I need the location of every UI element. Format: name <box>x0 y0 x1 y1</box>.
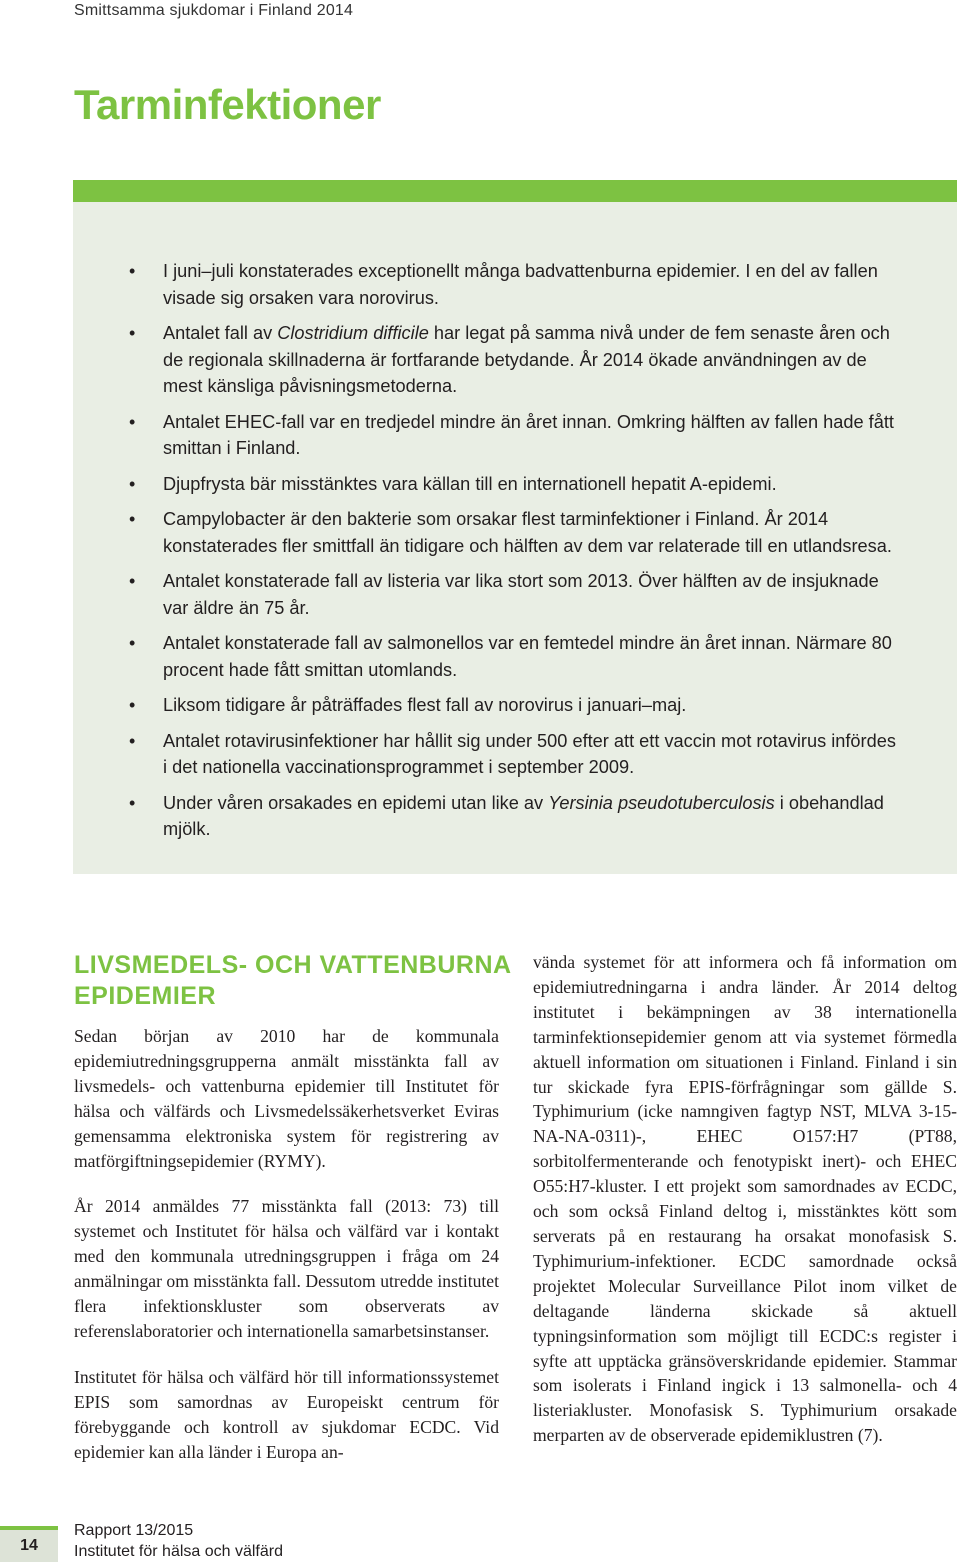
body-paragraph: År 2014 anmäldes 77 misstänkta fall (2013: 73) till systemet och Institutet för hälsa och välfärd var i kontakt med den kommunala utredningsgruppen i fråga om 24 anmälningar om misstänkta fall. Dessutom utredde institutet flera infektionskluster som observerats av referenslaboratorier och internationella samarbetsinstanser. <box>74 1196 499 1341</box>
page-title: Tarminfektioner <box>74 81 381 128</box>
list-item: • Antalet konstaterade fall av listeria var lika stort som 2013. Över hälften av de insjuknade var äldre än 75 år. <box>73 568 903 621</box>
page-number: 14 <box>0 1526 58 1562</box>
key-findings-box <box>73 180 957 874</box>
bullet-icon: • <box>129 509 136 529</box>
footer-report: Rapport 13/2015 <box>74 1522 194 1539</box>
body-paragraph: vända systemet för att informera och få information om epidemiutredningarna i andra länder. År 2014 deltog institutet i bekämpningen av 38 internationella tarminfektionsepidemier genom att via systemet förmedla aktuell information om situationen i Finland. Finland i sin tur skickade fyra EPIS-förfrågningar som gällde S. Typhimurium (icke namngiven fagtyp NST, MLVA 3-15-NA-NA-0311)-, EHEC O157:H7 (PT88, sorbitolfermenterande och fenotypiskt inert)- och EHEC O55:H7-kluster. I ett projekt som samordnades av ECDC, och som också Finland deltog i, misstänktes kött som serverats på en restaurang ha orsakat monofasisk S. Typhimurium-infektioner. ECDC samordnade också projektet Molecular Surveillance Pilot inom vilket de deltagande länderna skickade så aktuell typningsinformation som möjligt till ECDC:s register i syfte att upptäcka gränsöverskridande epidemier. Stammar som isolerats i Finland ingick i 13 salmonella- och 4 listeriakluster. Monofasisk S. Typhimurium orsakade merparten av de observerade epidemiklustren (7). <box>533 952 957 1446</box>
body-paragraph: Sedan början av 2010 har de kommunala epidemiutredningsgrupperna anmält misstänkta fall av livsmedels- och vattenburna epidemier till Institutet för hälsa och välfärds och Livsmedelssäkerhetsverket Eviras gemensamma elektroniska system för registrering av matförgiftningsepidemier (RYMY). <box>74 1026 499 1171</box>
bullet-icon: • <box>129 473 136 494</box>
bullet-icon: • <box>129 571 136 591</box>
bullet-icon: • <box>129 411 136 432</box>
body-paragraph: Institutet för hälsa och välfärd hör till informationssystemet EPIS som samordnas av Europeiskt centrum för förebyggande och kontroll av sjukdomar ECDC. Vid epidemier kan alla länder i Europa an- <box>74 1366 499 1462</box>
bullet-icon: • <box>129 792 136 813</box>
bullet-icon: • <box>129 323 136 343</box>
list-item: • Antalet rotavirusinfektioner har hållit sig under 500 efter att ett vaccin mot rotavirus infördes i det nationella vaccinationsprogrammet i september 2009. <box>73 728 903 781</box>
body-column-right <box>533 950 957 1469</box>
list-item: • I juni–juli konstaterades exceptionellt många badvattenburna epidemier. I en del av fallen visade sig orsaken vara norovirus. <box>73 258 903 311</box>
bullet-icon: • <box>129 633 136 653</box>
list-item: • Campylobacter är den bakterie som orsakar flest tarminfektioner i Finland. År 2014 konstaterades fler smittfall än tidigare och hälften av dem var relaterade till en utlandsresa. <box>73 506 903 559</box>
footer-institute: Institutet för hälsa och välfärd <box>74 1543 283 1560</box>
list-item: • Djupfrysta bär misstänktes vara källan till en internationell hepatit A-epidemi. <box>73 471 903 498</box>
list-item: • Antalet EHEC-fall var en tredjedel mindre än året innan. Omkring hälften av fallen hade fått smittan i Finland. <box>73 409 903 462</box>
list-item: • Antalet konstaterade fall av salmonellos var en femtedel mindre än året innan. Närmare 80 procent hade fått smittan utomlands. <box>73 630 903 683</box>
bullet-icon: • <box>129 695 136 715</box>
bullet-icon: • <box>129 261 136 281</box>
key-findings-list <box>73 258 903 852</box>
footer <box>74 1520 283 1562</box>
list-item: • Antalet fall av Clostridium difficile har legat på samma nivå under de fem senaste åren och de regionala skillnaderna är fortfarande betydande. År 2014 ökade användningen av de mest känsliga påvisningsmetoderna. <box>73 320 903 400</box>
list-item: • Under våren orsakades en epidemi utan like av Yersinia pseudotuberculosis i obehandlad mjölk. <box>73 790 903 843</box>
bullet-icon: • <box>129 730 136 751</box>
list-item: • Liksom tidigare år påträffades flest fall av norovirus i januari–maj. <box>73 692 903 719</box>
body-column-left <box>74 1024 499 1486</box>
running-header: Smittsamma sjukdomar i Finland 2014 <box>74 2 354 19</box>
section-heading: LIVSMEDELS- OCH VATTENBURNA EPIDEMIER <box>74 951 511 1010</box>
